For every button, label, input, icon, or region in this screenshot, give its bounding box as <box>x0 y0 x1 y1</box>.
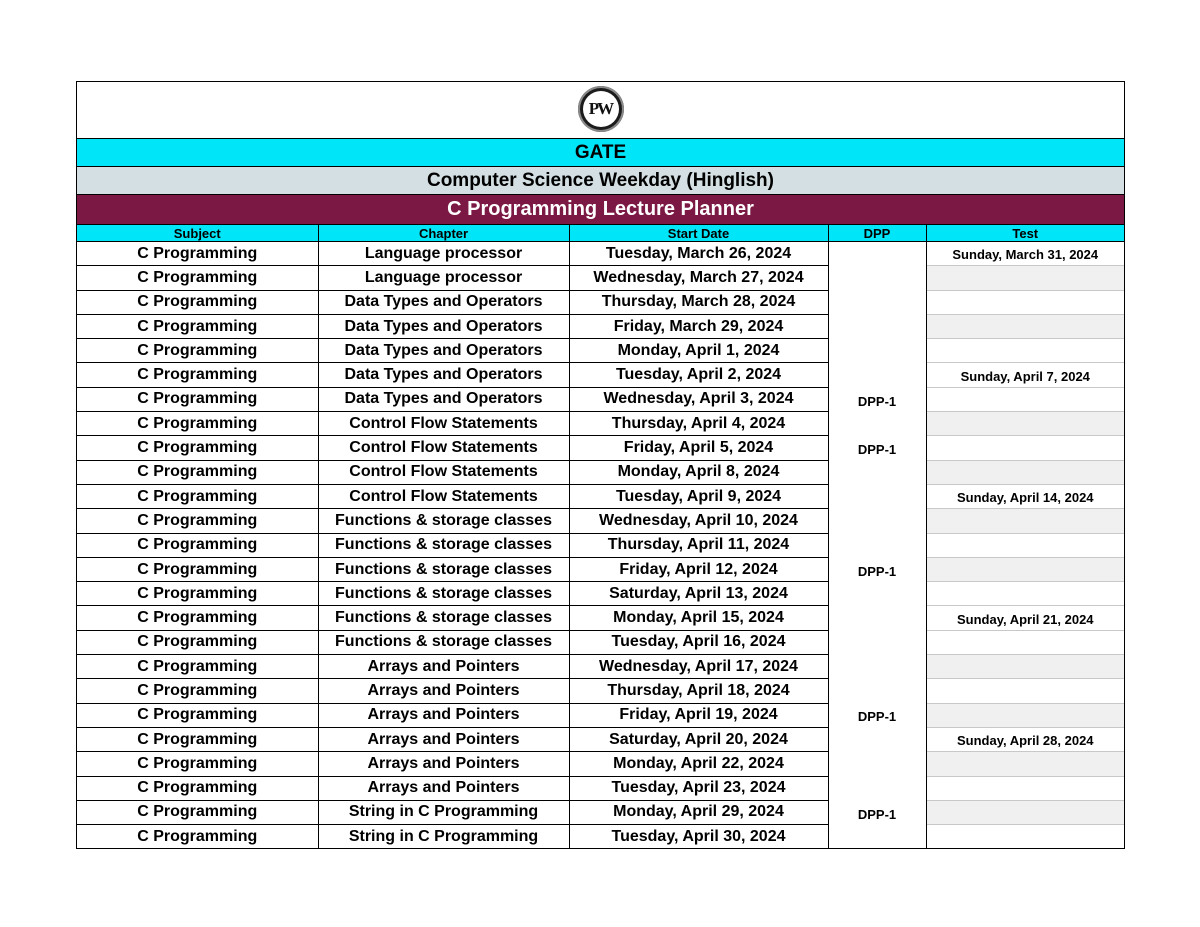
dpp-cell <box>828 582 926 606</box>
batch-title: Computer Science Weekday (Hinglish) <box>77 167 1124 195</box>
start-date-cell: Friday, March 29, 2024 <box>569 314 828 338</box>
table-row <box>77 606 1124 630</box>
subject-cell: C Programming <box>77 533 318 557</box>
test-cell <box>926 339 1124 363</box>
table-row <box>77 752 1124 776</box>
exam-title: GATE <box>77 139 1124 167</box>
start-date-cell: Tuesday, April 9, 2024 <box>569 484 828 508</box>
chapter-cell: Arrays and Pointers <box>318 679 569 703</box>
test-cell <box>926 557 1124 581</box>
chapter-cell: Functions & storage classes <box>318 630 569 654</box>
column-header-test: Test <box>926 225 1124 242</box>
chapter-cell: Control Flow Statements <box>318 460 569 484</box>
start-date-cell: Wednesday, April 3, 2024 <box>569 387 828 411</box>
dpp-cell: DPP-1 <box>828 557 926 581</box>
table-row <box>77 776 1124 800</box>
chapter-cell: Data Types and Operators <box>318 363 569 387</box>
subject-cell: C Programming <box>77 582 318 606</box>
start-date-cell: Thursday, April 18, 2024 <box>569 679 828 703</box>
test-cell <box>926 460 1124 484</box>
chapter-cell: Control Flow Statements <box>318 484 569 508</box>
start-date-cell: Thursday, March 28, 2024 <box>569 290 828 314</box>
dpp-cell <box>828 266 926 290</box>
chapter-cell: Control Flow Statements <box>318 412 569 436</box>
start-date-cell: Tuesday, March 26, 2024 <box>569 242 828 266</box>
test-cell: Sunday, March 31, 2024 <box>926 242 1124 266</box>
start-date-cell: Monday, April 1, 2024 <box>569 339 828 363</box>
dpp-cell <box>828 339 926 363</box>
chapter-cell: Functions & storage classes <box>318 509 569 533</box>
chapter-cell: Functions & storage classes <box>318 557 569 581</box>
pw-logo-icon <box>578 86 624 132</box>
subject-cell: C Programming <box>77 436 318 460</box>
table-row <box>77 679 1124 703</box>
chapter-cell: Arrays and Pointers <box>318 776 569 800</box>
start-date-cell: Tuesday, April 23, 2024 <box>569 776 828 800</box>
chapter-cell: Arrays and Pointers <box>318 752 569 776</box>
dpp-cell: DPP-1 <box>828 387 926 411</box>
subject-cell: C Programming <box>77 606 318 630</box>
dpp-cell <box>828 606 926 630</box>
test-cell <box>926 825 1124 849</box>
subject-cell: C Programming <box>77 703 318 727</box>
table-row <box>77 484 1124 508</box>
header-row <box>77 225 1124 242</box>
start-date-cell: Monday, April 8, 2024 <box>569 460 828 484</box>
start-date-cell: Friday, April 5, 2024 <box>569 436 828 460</box>
table-row <box>77 290 1124 314</box>
table-row <box>77 582 1124 606</box>
table-row <box>77 314 1124 338</box>
test-cell <box>926 509 1124 533</box>
subject-cell: C Programming <box>77 387 318 411</box>
dpp-cell <box>828 752 926 776</box>
dpp-cell <box>828 460 926 484</box>
subject-cell: C Programming <box>77 460 318 484</box>
test-cell <box>926 387 1124 411</box>
start-date-cell: Friday, April 12, 2024 <box>569 557 828 581</box>
subject-cell: C Programming <box>77 363 318 387</box>
subject-cell: C Programming <box>77 290 318 314</box>
subject-cell: C Programming <box>77 266 318 290</box>
column-header-chapter: Chapter <box>318 225 569 242</box>
subject-cell: C Programming <box>77 339 318 363</box>
chapter-cell: Functions & storage classes <box>318 582 569 606</box>
dpp-cell <box>828 363 926 387</box>
subject-cell: C Programming <box>77 412 318 436</box>
dpp-cell <box>828 509 926 533</box>
test-cell <box>926 800 1124 824</box>
test-cell: Sunday, April 14, 2024 <box>926 484 1124 508</box>
dpp-cell: DPP-1 <box>828 703 926 727</box>
test-cell: Sunday, April 28, 2024 <box>926 727 1124 751</box>
table-row <box>77 387 1124 411</box>
start-date-cell: Thursday, April 11, 2024 <box>569 533 828 557</box>
table-row <box>77 412 1124 436</box>
table-row <box>77 533 1124 557</box>
subject-cell: C Programming <box>77 727 318 751</box>
subject-cell: C Programming <box>77 630 318 654</box>
subject-cell: C Programming <box>77 484 318 508</box>
test-cell: Sunday, April 21, 2024 <box>926 606 1124 630</box>
chapter-cell: Arrays and Pointers <box>318 727 569 751</box>
start-date-cell: Monday, April 22, 2024 <box>569 752 828 776</box>
subject-cell: C Programming <box>77 242 318 266</box>
schedule-rows <box>77 242 1124 849</box>
lecture-planner-sheet <box>76 81 1125 849</box>
test-cell <box>926 752 1124 776</box>
dpp-cell <box>828 630 926 654</box>
subject-cell: C Programming <box>77 509 318 533</box>
start-date-cell: Friday, April 19, 2024 <box>569 703 828 727</box>
table-row <box>77 557 1124 581</box>
start-date-cell: Monday, April 15, 2024 <box>569 606 828 630</box>
test-cell <box>926 703 1124 727</box>
test-cell <box>926 533 1124 557</box>
dpp-cell <box>828 484 926 508</box>
dpp-cell <box>828 290 926 314</box>
column-header-dpp: DPP <box>828 225 926 242</box>
subject-cell: C Programming <box>77 752 318 776</box>
start-date-cell: Saturday, April 13, 2024 <box>569 582 828 606</box>
dpp-cell <box>828 776 926 800</box>
chapter-cell: Arrays and Pointers <box>318 703 569 727</box>
table-row <box>77 339 1124 363</box>
start-date-cell: Tuesday, April 16, 2024 <box>569 630 828 654</box>
chapter-cell: String in C Programming <box>318 800 569 824</box>
test-cell <box>926 679 1124 703</box>
test-cell: Sunday, April 7, 2024 <box>926 363 1124 387</box>
chapter-cell: Language processor <box>318 266 569 290</box>
test-cell <box>926 314 1124 338</box>
chapter-cell: Data Types and Operators <box>318 387 569 411</box>
dpp-cell <box>828 412 926 436</box>
table-row <box>77 800 1124 824</box>
table-row <box>77 266 1124 290</box>
table-row <box>77 363 1124 387</box>
start-date-cell: Saturday, April 20, 2024 <box>569 727 828 751</box>
dpp-cell <box>828 314 926 338</box>
start-date-cell: Tuesday, April 30, 2024 <box>569 825 828 849</box>
chapter-cell: Language processor <box>318 242 569 266</box>
subject-cell: C Programming <box>77 655 318 679</box>
start-date-cell: Wednesday, March 27, 2024 <box>569 266 828 290</box>
dpp-cell <box>828 655 926 679</box>
chapter-cell: Data Types and Operators <box>318 314 569 338</box>
chapter-cell: Control Flow Statements <box>318 436 569 460</box>
subject-cell: C Programming <box>77 557 318 581</box>
start-date-cell: Tuesday, April 2, 2024 <box>569 363 828 387</box>
test-cell <box>926 655 1124 679</box>
start-date-cell: Thursday, April 4, 2024 <box>569 412 828 436</box>
dpp-cell <box>828 825 926 849</box>
chapter-cell: Functions & storage classes <box>318 606 569 630</box>
logo-text: PW <box>583 91 619 127</box>
column-header-subject: Subject <box>77 225 318 242</box>
subject-cell: C Programming <box>77 679 318 703</box>
table-row <box>77 825 1124 849</box>
chapter-cell: Functions & storage classes <box>318 533 569 557</box>
subject-cell: C Programming <box>77 776 318 800</box>
chapter-cell: String in C Programming <box>318 825 569 849</box>
test-cell <box>926 630 1124 654</box>
dpp-cell <box>828 242 926 266</box>
dpp-cell <box>828 727 926 751</box>
subject-cell: C Programming <box>77 314 318 338</box>
column-header-start-date: Start Date <box>569 225 828 242</box>
test-cell <box>926 776 1124 800</box>
test-cell <box>926 290 1124 314</box>
chapter-cell: Data Types and Operators <box>318 290 569 314</box>
table-row <box>77 727 1124 751</box>
chapter-cell: Data Types and Operators <box>318 339 569 363</box>
start-date-cell: Wednesday, April 17, 2024 <box>569 655 828 679</box>
start-date-cell: Wednesday, April 10, 2024 <box>569 509 828 533</box>
test-cell <box>926 436 1124 460</box>
test-cell <box>926 412 1124 436</box>
table-row <box>77 460 1124 484</box>
test-cell <box>926 266 1124 290</box>
chapter-cell: Arrays and Pointers <box>318 655 569 679</box>
table-row <box>77 703 1124 727</box>
table-row <box>77 655 1124 679</box>
table-row <box>77 630 1124 654</box>
subject-cell: C Programming <box>77 800 318 824</box>
dpp-cell: DPP-1 <box>828 800 926 824</box>
schedule-table <box>77 225 1124 848</box>
dpp-cell: DPP-1 <box>828 436 926 460</box>
table-row <box>77 242 1124 266</box>
planner-title: C Programming Lecture Planner <box>77 195 1124 225</box>
table-row <box>77 509 1124 533</box>
table-row <box>77 436 1124 460</box>
dpp-cell <box>828 533 926 557</box>
start-date-cell: Monday, April 29, 2024 <box>569 800 828 824</box>
test-cell <box>926 582 1124 606</box>
dpp-cell <box>828 679 926 703</box>
logo-row <box>77 82 1124 139</box>
subject-cell: C Programming <box>77 825 318 849</box>
